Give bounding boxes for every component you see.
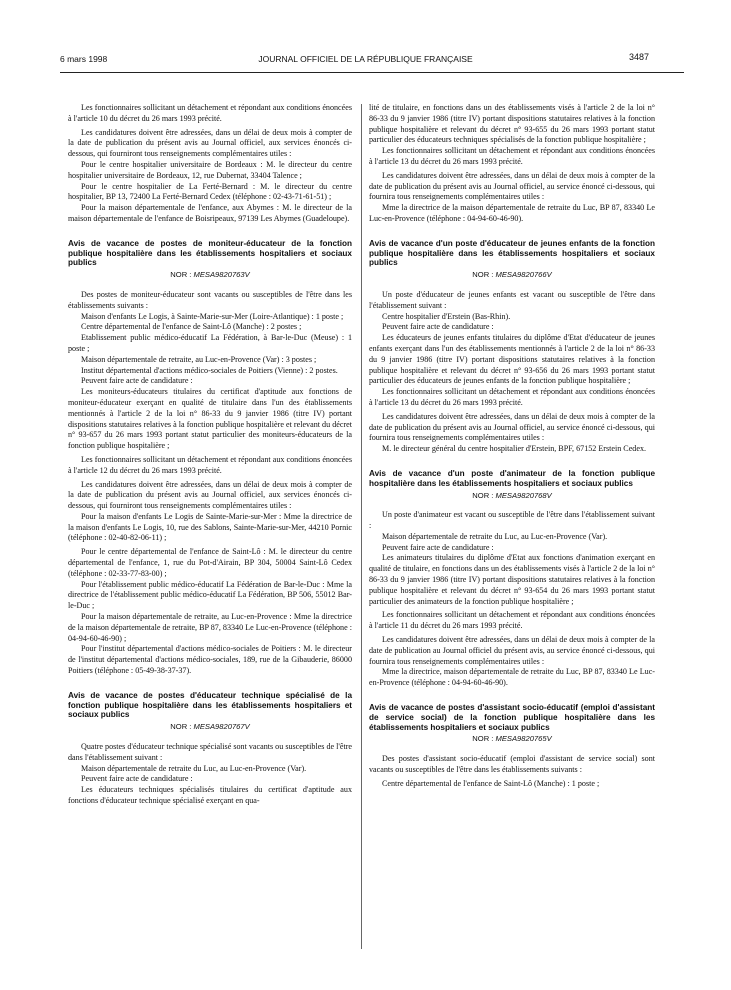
paragraph: Mme la directrice de la maison départementale de retraite du Luc, BP 87, 83340 Le Luc-en-Provence (téléphone : 04-94-60-46-90).	[369, 203, 655, 223]
paragraph: Maison d'enfants Le Logis, à Sainte-Marie-sur-Mer (Loire-Atlantique) : 1 poste ;	[81, 311, 344, 321]
paragraph: Les fonctionnaires sollicitant un détachement et répondant aux conditions énoncées à l'article 12 du décret du 26 mars 1993 précité.	[68, 454, 352, 475]
paragraph: Peuvent faire acte de candidature :	[382, 322, 494, 332]
paragraph: Les fonctionnaires sollicitant un détachement et répondant aux conditions énoncées à l'article 11 du décret du 26 mars 1993 précité.	[369, 610, 655, 631]
left-column	[68, 103, 352, 807]
header-rule	[60, 72, 684, 73]
paragraph: Mme la directrice, maison départementale de retraite du Luc, BP 87, 83340 Le Luc-en-Provence (téléphone : 04-94-60-46-90).	[369, 667, 655, 688]
paragraph: Les fonctionnaires sollicitant un détachement et répondant aux conditions énoncées à l'article 13 du décret du 26 mars 1993 précité.	[369, 387, 655, 407]
paragraph: Pour le centre hospitalier de La Ferté-Bernard : M. le directeur du centre hospitalier, BP 13, 72400 La Ferté-Bernard Cedex (téléphone : 02-43-71-61-51) ;	[68, 181, 352, 202]
paragraph: Pour l'institut départemental d'actions médico-sociales de Poitiers : M. le directeur de l'institut départemental d'actions médico-sociales, 189, rue de la Gibauderie, 86000 Poitiers (téléphone : 05-49-38-37-37).	[68, 644, 352, 676]
paragraph: Quatre postes d'éducateur technique spécialisé sont vacants ou susceptibles de l'être dans l'établissement suivant :	[68, 742, 352, 762]
paragraph: Pour la maison d'enfants Le Logis de Sainte-Marie-sur-Mer : Mme la directrice de la maison d'enfants Le Logis, 10, rue des Sablons, Sainte-Marie-sur-Mer, 44210 Pornic (téléphone : 02-40-82-06-11) ;	[68, 511, 352, 543]
nor-reference: NOR : MESA9820768V	[472, 490, 552, 500]
paragraph: Les candidatures doivent être adressées, dans un délai de deux mois à compter de la date de publication du présent avis au Journal officiel, aux services énoncés ci-dessous, qui fourniront tous renseignements complémentaires utiles :	[68, 127, 352, 159]
nor-reference: NOR : MESA9820763V	[170, 270, 250, 280]
paragraph: Maison départementale de retraite du Luc, au Luc-en-Provence (Var).	[382, 531, 608, 541]
paragraph: Pour le centre hospitalier universitaire de Bordeaux : M. le directeur du centre hospitalier universitaire de Bordeaux, 12, rue Dubernat, 33404 Talence ;	[68, 159, 352, 180]
paragraph: Pour le centre départemental de l'enfance de Saint-Lô : M. le directeur du centre départemental de l'enfance, 1, rue du Pot-d'Airain, BP 304, 50004 Saint-Lô Cedex (téléphone : 02-33-77-83-00) ;	[68, 547, 352, 578]
paragraph: Les éducateurs techniques spécialisés titulaires du certificat d'aptitude aux fonctions d'éducateur technique spécialisé exerçant en qua-	[68, 785, 352, 806]
paragraph: Les animateurs titulaires du diplôme d'Etat aux fonctions d'animation exerçant en qualité de titulaire, en fonctions dans un des établissements visés à l'article 2 de la loi n° 86-33 du 9 janvier 1986 (titre IV) portant dispositions statutaires relatives à la fonction publique hospitalière et relevant du décret n° 93-654 du 26 mars 1993 portant statut particulier des animateurs de la fonction publique hospitalière ;	[369, 553, 655, 606]
paragraph: M. le directeur général du centre hospitalier d'Erstein, BPF, 67152 Erstein Cedex.	[382, 444, 647, 454]
page-number: 3487	[629, 52, 650, 62]
paragraph: Peuvent faire acte de candidature :	[81, 774, 193, 784]
paragraph: Les moniteurs-éducateurs titulaires du certificat d'aptitude aux fonctions de moniteur-éducateur exerçant en qualité de titulaire dans l'un des établissements mentionnés à l'article 2 de la loi n° 86-33 du 9 janvier 1986 (titre IV) portant dispositions statutaires relatives à la fonction publique hospitalière et relevant du décret n° 93-657 du 26 mars 1993 portant statut particulier des moniteurs-éducateurs de la fonction publique hospitalière ;	[68, 387, 352, 451]
nor-reference: NOR : MESA9820765V	[472, 734, 552, 744]
issue-date: 6 mars 1998	[60, 54, 108, 64]
nor-reference: NOR : MESA9820766V	[472, 270, 552, 280]
paragraph: Peuvent faire acte de candidature :	[382, 542, 494, 552]
paragraph: Les éducateurs de jeunes enfants titulaires du diplôme d'Etat d'éducateur de jeunes enfants exerçant dans l'un des établissements mentionnés à l'article 2 de la loi n° 86-33 du 9 janvier 1986 (titre IV) portant dispositions statutaires relatives à la fonction publique hospitalière et relevant du décret n° 93-656 du 26 mars 1993 portant statut particulier des éducateurs de jeunes enfants de la fonction publique hospitalière ;	[369, 333, 655, 386]
right-column	[369, 103, 655, 790]
paragraph: Peuvent faire acte de candidature :	[81, 376, 193, 386]
paragraph: Centre départemental de l'enfance de Saint-Lô (Manche) : 1 poste ;	[382, 778, 600, 788]
column-divider	[361, 104, 362, 949]
notice-heading: Avis de vacance de postes d'éducateur technique spécialisé de la fonction publique hospitalière dans les établissements hospitaliers et sociaux publics	[68, 690, 352, 720]
paragraph: Un poste d'éducateur de jeunes enfants est vacant ou susceptible de l'être dans l'établissement suivant :	[369, 289, 655, 310]
notice-heading: Avis de vacance d'un poste d'éducateur de jeunes enfants de la fonction publique hospitalière dans les établissements hospitaliers et sociaux publics	[369, 238, 655, 268]
paragraph: Centre hospitalier d'Erstein (Bas-Rhin).	[382, 311, 511, 321]
paragraph: Les fonctionnaires sollicitant un détachement et répondant aux conditions énoncées à l'article 10 du décret du 26 mars 1993 précité.	[68, 103, 352, 123]
paragraph: Les candidatures doivent être adressées, dans un délai de deux mois à compter de la date de publication du présent avis au Journal officiel, au service énoncé ci-dessous, qui fournira tous renseignements complémentaires utiles :	[369, 411, 655, 443]
paragraph: Les fonctionnaires sollicitant un détachement et répondant aux conditions énoncées à l'article 13 du décret du 26 mars 1993 précité.	[369, 146, 655, 166]
page-header	[0, 54, 731, 68]
paragraph: Des postes de moniteur-éducateur sont vacants ou susceptibles de l'être dans les établissements suivants :	[68, 289, 352, 310]
paragraph: Etablissement public médico-éducatif La Fédération, à Bar-le-Duc (Meuse) : 1 poste ;	[68, 333, 352, 353]
paragraph: Les candidatures doivent être adressées, dans un délai de deux mois à compter de la date de publication au Journal officiel du présent avis, au service énoncé ci-dessous, qui fournira tous renseignements complémentaires utiles :	[369, 635, 655, 666]
journal-title: JOURNAL OFFICIEL DE LA RÉPUBLIQUE FRANÇAISE	[258, 54, 473, 64]
notice-heading: Avis de vacance d'un poste d'animateur de la fonction publique hospitalière dans les établissements hospitaliers et sociaux publics	[369, 468, 655, 488]
notice-heading: Avis de vacance de postes d'assistant socio-éducatif (emploi d'assistant de service social) de la fonction publique hospitalière dans les établissements hospitaliers et sociaux publics	[369, 703, 655, 732]
paragraph: Les candidatures doivent être adressées, dans un délai de deux mois à compter de la date de publication du présent avis au Journal officiel, aux services énoncés ci-dessous, qui fourniront tous renseignements complémentaires utiles :	[68, 479, 352, 511]
paragraph: Un poste d'animateur est vacant ou susceptible de l'être dans l'établissement suivant :	[369, 510, 655, 531]
nor-reference: NOR : MESA9820767V	[170, 722, 250, 732]
paragraph: Centre départemental de l'enfance de Saint-Lô (Manche) : 2 postes ;	[81, 322, 302, 332]
notice-heading: Avis de vacance de postes de moniteur-éducateur de la fonction publique hospitalière dans les établissements hospitaliers et sociaux publics	[68, 238, 352, 268]
paragraph: Maison départementale de retraite du Luc, au Luc-en-Provence (Var).	[81, 763, 307, 773]
paragraph: Maison départementale de retraite, au Luc-en-Provence (Var) : 3 postes ;	[81, 354, 317, 364]
paragraph: Des postes d'assistant socio-éducatif (emploi d'assistant de service social) sont vacants ou susceptibles de l'être dans les établissements suivants :	[369, 754, 655, 775]
paragraph: Pour la maison départementale de l'enfance, aux Abymes : M. le directeur de la maison départementale de l'enfance de Boisripeaux, 97139 Les Abymes (Guadeloupe).	[68, 203, 352, 223]
paragraph: Institut départemental d'actions médico-sociales de Poitiers (Vienne) : 2 postes.	[81, 365, 338, 375]
paragraph: Pour la maison départementale de retraite, au Luc-en-Provence : Mme la directrice de la maison départementale de retraite, BP 87, 83340 Le Luc-en-Provence (téléphone : 04-94-60-46-90) ;	[68, 612, 352, 643]
paragraph: Les candidatures doivent être adressées, dans un délai de deux mois à compter de la date de publication du présent avis au Journal officiel, au service énoncé ci-dessous, qui fournira tous renseignements complémentaires utiles :	[369, 170, 655, 202]
paragraph: Pour l'établissement public médico-éducatif La Fédération de Bar-le-Duc : Mme la directrice de l'établissement public médico-éducatif La Fédération, BP 506, 55012 Bar-le-Duc ;	[68, 579, 352, 611]
paragraph: lité de titulaire, en fonctions dans un des établissements visés à l'article 2 de la loi n° 86-33 du 9 janvier 1986 (titre IV) portant dispositions statutaires relatives à la fonction publique hospitalière et relevant du décret n° 93-655 du 26 mars 1993 portant statut particulier des éducateurs techniques spécialisés de la fonction publique hospitalière ;	[369, 103, 655, 145]
